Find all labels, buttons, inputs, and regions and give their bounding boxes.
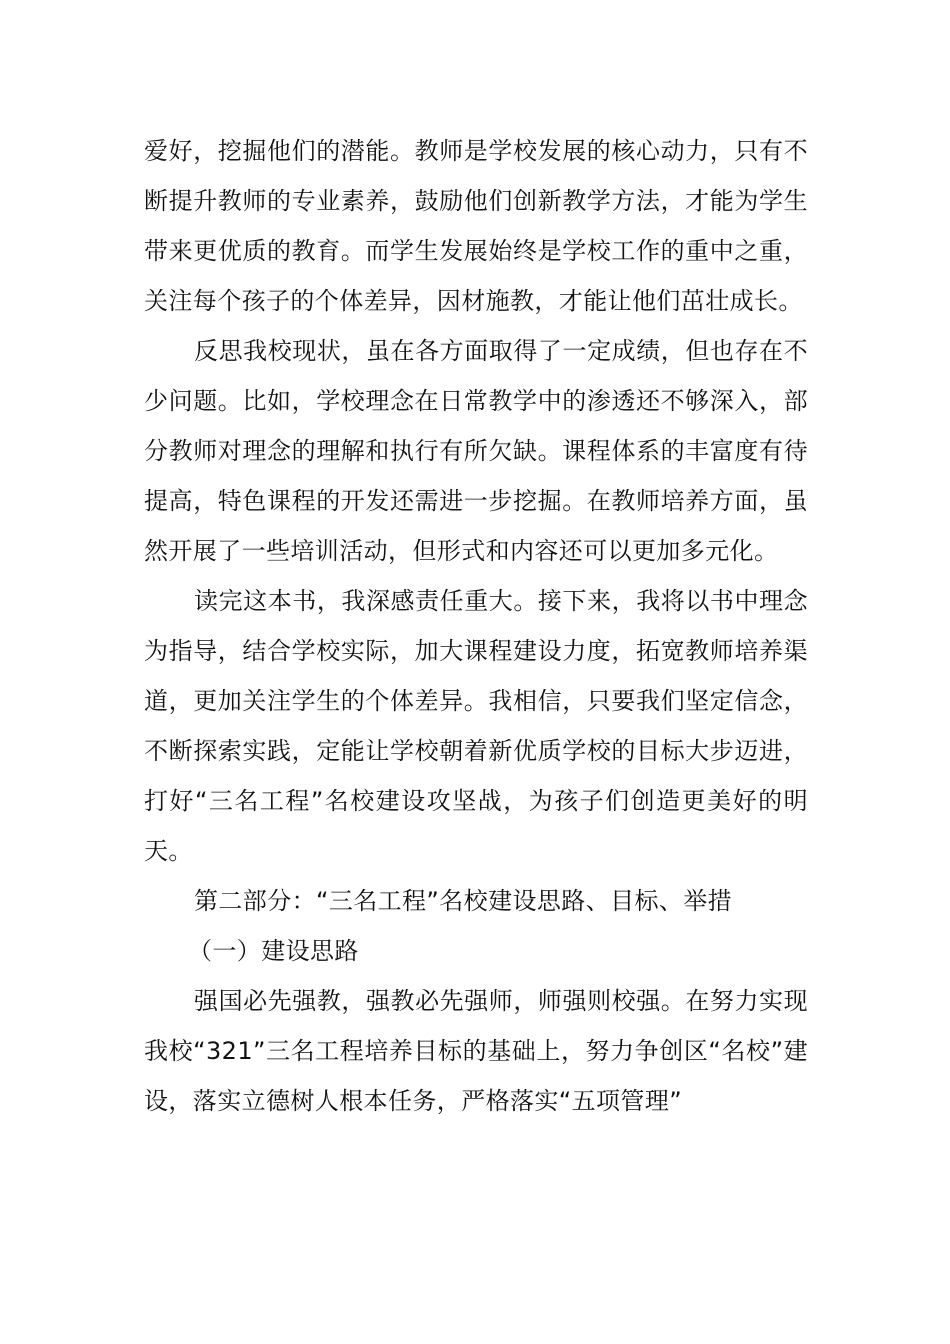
paragraph-conclusion: 读完这本书，我深感责任重大。接下来，我将以书中理念为指导，结合学校实际，加大课程建设力度，拓宽教师培养渠道，更加关注学生的个体差异。我相信，只要我们坚定信念，不断探索实践，定能让学校朝着新优质学校的目标大步迈进，打好“三名工程”名校建设攻坚战，为孩子们创造更美好的明天。 [144, 587, 808, 865]
section-heading: 第二部分：“三名工程”名校建设思路、目标、举措 [194, 887, 733, 915]
paragraph-reflection: 反思我校现状，虽在各方面取得了一定成绩，但也存在不少问题。比如，学校理念在日常教学中的渗透还不够深入，部分教师对理念的理解和执行有所欠缺。课程体系的丰富度有待提高，特色课程的开发还需进一步挖掘。在教师培养方面，虽然开展了一些培训活动，但形式和内容还可以更加多元化。 [144, 337, 808, 565]
paragraph-construction-idea: 强国必先强教，强教必先强师，师强则校强。在努力实现我校“321”三名工程培养目标的基础上，努力争创区“名校”建设，落实立德树人根本任务，严格落实“五项管理” [144, 987, 808, 1115]
document-body [144, 126, 808, 1126]
subsection-heading: （一）建设思路 [188, 937, 359, 965]
paragraph-continuation: 爱好，挖掘他们的潜能。教师是学校发展的核心动力，只有不断提升教师的专业素养，鼓励他们创新教学方法，才能为学生带来更优质的教育。而学生发展始终是学校工作的重中之重，关注每个孩子的个体差异，因材施教，才能让他们茁壮成长。 [144, 137, 808, 315]
